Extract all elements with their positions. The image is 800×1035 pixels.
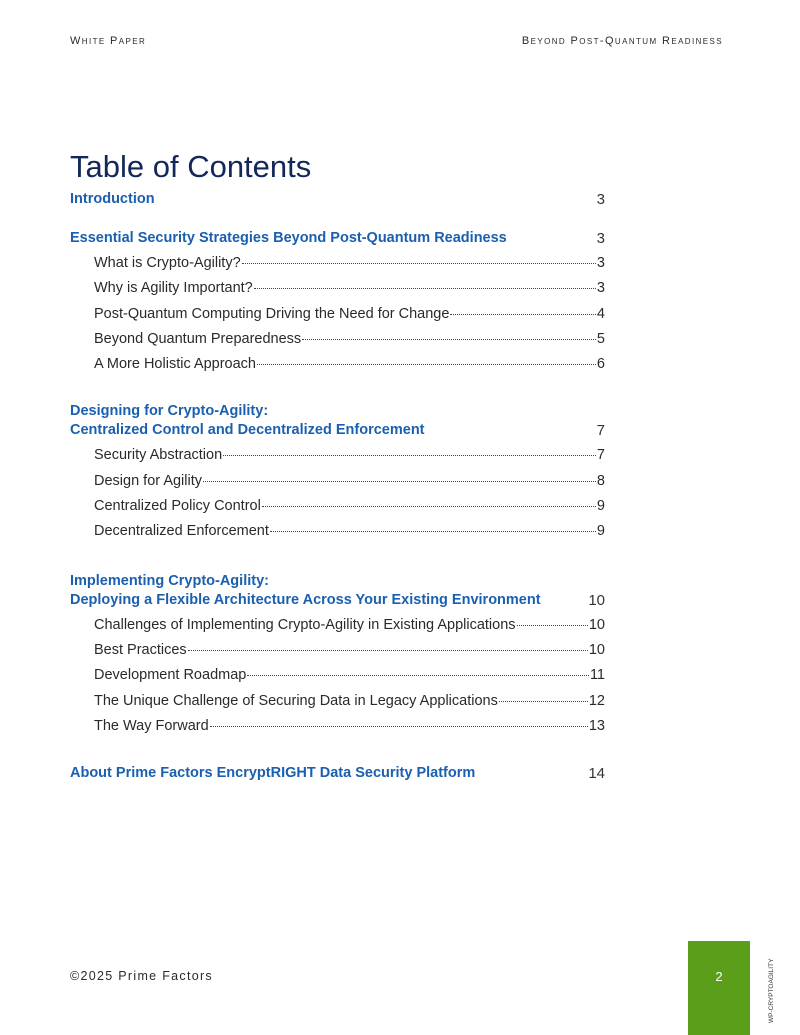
dot-leader <box>270 531 596 532</box>
toc-section-title: Implementing Crypto-Agility: Deploying a Flexible Architecture Across Your Existing Environment <box>70 572 541 608</box>
toc-section[interactable] <box>70 572 605 610</box>
toc-entry[interactable] <box>94 718 605 743</box>
toc-section[interactable] <box>70 764 605 783</box>
toc-entry-title: Design for Agility <box>94 472 202 489</box>
toc-section-page: 10 <box>588 591 605 609</box>
toc-entry-title: Why is Agility Important? <box>94 280 253 297</box>
document-code: WP-CRYPTOAGILITY <box>768 958 775 1023</box>
toc-entry[interactable] <box>94 356 605 381</box>
dot-leader <box>210 726 588 727</box>
toc-entry-title: Centralized Policy Control <box>94 498 261 515</box>
header-left: White Paper <box>70 35 147 47</box>
toc-section-title: About Prime Factors EncryptRIGHT Data Security Platform <box>70 765 476 782</box>
toc-entry-page: 10 <box>588 616 605 633</box>
dot-leader <box>499 701 588 702</box>
toc-entry-page: 3 <box>596 280 605 297</box>
toc-section-page: 3 <box>596 230 605 247</box>
toc-section-page: 14 <box>588 765 605 783</box>
toc-entry-title: A More Holistic Approach <box>94 356 256 373</box>
toc-entry-title: The Way Forward <box>94 717 209 734</box>
toc-entry-title: Post-Quantum Computing Driving the Need for Change <box>94 305 450 322</box>
toc-entry-title: Decentralized Enforcement <box>94 523 269 540</box>
toc-entry-title: The Unique Challenge of Securing Data in Legacy Applications <box>94 692 498 709</box>
toc-entry-page: 8 <box>596 472 605 489</box>
toc-entry-title: Best Practices <box>94 641 187 658</box>
dot-leader <box>223 455 596 456</box>
dot-leader <box>254 288 596 289</box>
page-number: 2 <box>715 969 723 984</box>
toc-entry[interactable] <box>94 642 605 667</box>
toc-section-title: Designing for Crypto-Agility: Centralized Control and Decentralized Enforcement <box>70 403 425 439</box>
toc-entry-page: 13 <box>588 717 605 734</box>
toc-entry-page: 3 <box>596 255 605 271</box>
toc-entry-page: 10 <box>588 641 605 658</box>
toc-entry[interactable] <box>94 473 605 498</box>
toc-entry[interactable] <box>94 447 605 472</box>
dot-leader <box>517 625 588 626</box>
page-number-block <box>688 941 750 1035</box>
toc-entry-page: 5 <box>596 330 605 347</box>
toc-entry-title: Security Abstraction <box>94 447 223 464</box>
toc-section[interactable] <box>70 229 605 248</box>
toc-entry-page: 7 <box>596 447 605 464</box>
table-of-contents <box>70 190 605 783</box>
page-title: Table of Contents <box>70 148 312 184</box>
toc-entry[interactable] <box>94 667 605 692</box>
dot-leader <box>302 339 596 340</box>
toc-entry-title: Beyond Quantum Preparedness <box>94 330 302 347</box>
dot-leader <box>262 506 596 507</box>
toc-section-title: Introduction <box>70 191 155 207</box>
toc-section[interactable] <box>70 190 605 209</box>
toc-entry-page: 6 <box>596 356 605 373</box>
dot-leader <box>188 650 588 651</box>
toc-section[interactable] <box>70 402 605 440</box>
footer-copyright: ©2025 Prime Factors <box>70 969 213 983</box>
toc-entry[interactable] <box>94 523 605 548</box>
toc-entry-page: 12 <box>588 692 605 709</box>
toc-entry[interactable] <box>94 617 605 642</box>
header-right: Beyond Post-Quantum Readiness <box>521 35 723 47</box>
toc-section-page: 3 <box>596 191 605 208</box>
toc-entry[interactable] <box>94 498 605 523</box>
dot-leader <box>242 263 596 264</box>
toc-entry-page: 4 <box>596 305 605 322</box>
toc-entry-title: Challenges of Implementing Crypto-Agility in Existing Applications <box>94 616 516 633</box>
dot-leader <box>257 364 596 365</box>
toc-entry-title: What is Crypto-Agility? <box>94 255 241 271</box>
dot-leader <box>450 314 595 315</box>
toc-entry-page: 11 <box>589 667 605 684</box>
toc-entry[interactable] <box>94 255 605 280</box>
toc-entry-page: 9 <box>596 498 605 515</box>
toc-entry[interactable] <box>94 693 605 718</box>
dot-leader <box>247 675 589 676</box>
toc-entry-title: Development Roadmap <box>94 667 247 684</box>
toc-entry-page: 9 <box>596 523 605 540</box>
toc-entry[interactable] <box>94 306 605 331</box>
toc-section-page: 7 <box>596 422 605 440</box>
toc-entry[interactable] <box>94 331 605 356</box>
toc-entry[interactable] <box>94 280 605 305</box>
toc-section-title: Essential Security Strategies Beyond Post-Quantum Readiness <box>70 230 507 246</box>
dot-leader <box>203 481 596 482</box>
